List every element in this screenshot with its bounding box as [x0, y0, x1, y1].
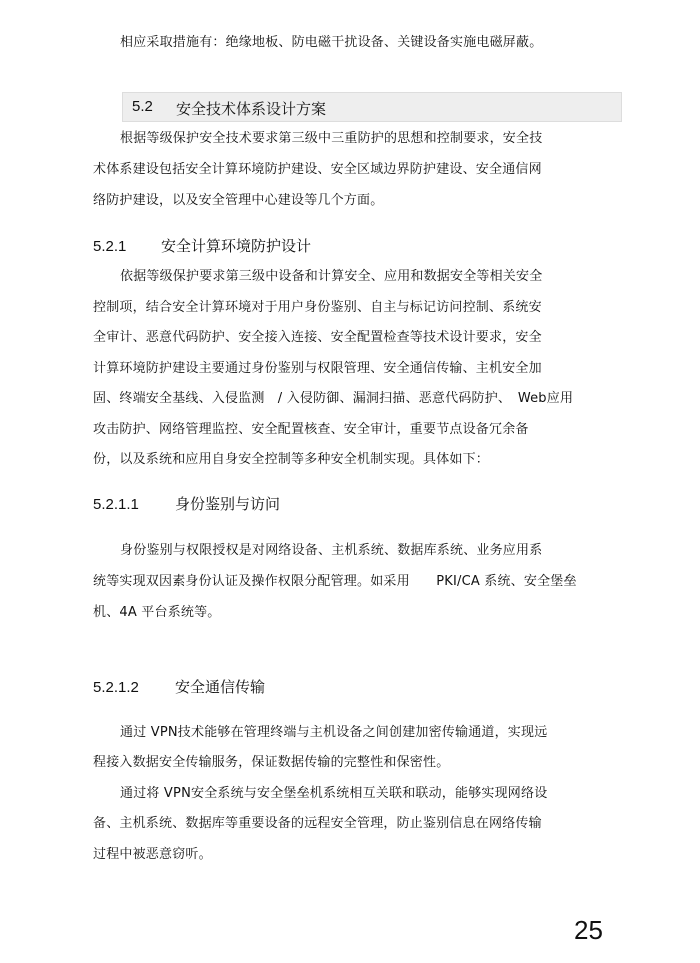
paragraph-line: 计算环境防护建设主要通过身份鉴别与权限管理、安全通信传输、主机安全加 [93, 361, 542, 376]
section-heading-5-2-1 [93, 236, 312, 257]
paragraph-line: 份，以及系统和应用自身安全控制等多种安全机制实现。具体如下： [93, 452, 490, 467]
paragraph-line: 控制项，结合安全计算环境对于用户身份鉴别、自主与标记访问控制、系统安 [93, 300, 542, 315]
paragraph-line: 程接入数据安全传输服务，保证数据传输的完整性和保密性。 [93, 755, 450, 770]
paragraph-line: 全审计、恶意代码防护、安全接入连接、安全配置检查等技术设计要求，安全 [93, 330, 542, 345]
paragraph-line: 络防护建设，以及安全管理中心建设等几个方面。 [93, 193, 384, 208]
section-number: 5.2 [132, 98, 153, 115]
section-heading-5-2 [122, 92, 622, 122]
paragraph-line: 攻击防护、网络管理监控、安全配置核查、安全审计，重要节点设备冗余备 [93, 422, 529, 437]
paragraph-line: 备、主机系统、数据库等重要设备的远程安全管理，防止鉴别信息在网络传输 [93, 816, 542, 831]
paragraph-line: 相应采取措施有：绝缘地板、防电磁干扰设备、关键设备实施电磁屏蔽。 [120, 35, 543, 50]
paragraph-line: 术体系建设包括安全计算环境防护建设、安全区域边界防护建设、安全通信网 [93, 162, 542, 177]
paragraph-line: 固、终端安全基线、入侵监测 / 入侵防御、漏洞扫描、恶意代码防护、 Web应用 [93, 391, 574, 406]
section-title: 安全通信传输 [175, 678, 266, 696]
section-title: 安全技术体系设计方案 [176, 100, 327, 118]
paragraph-line: 机、4A 平台系统等。 [93, 605, 221, 620]
section-number: 5.2.1.1 [93, 496, 139, 513]
paragraph-line: 过程中被恶意窃听。 [93, 847, 212, 862]
section-heading-5-2-1-1 [93, 494, 281, 515]
paragraph-line: 依据等级保护要求第三级中设备和计算安全、应用和数据安全等相关安全 [120, 269, 543, 284]
page-number: 25 [574, 915, 603, 945]
section-number: 5.2.1.2 [93, 679, 139, 696]
paragraph-line: 身份鉴别与权限授权是对网络设备、主机系统、数据库系统、业务应用系 [120, 543, 543, 558]
paragraph-line: 统等实现双因素身份认证及操作权限分配管理。如采用 PKI/CA 系统、安全堡垒 [93, 574, 577, 589]
section-title: 身份鉴别与访问 [175, 495, 281, 513]
paragraph-line: 通过将 VPN安全系统与安全堡垒机系统相互关联和联动，能够实现网络设 [120, 786, 548, 801]
section-title: 安全计算环境防护设计 [161, 237, 312, 255]
paragraph-line: 通过 VPN技术能够在管理终端与主机设备之间创建加密传输通道，实现远 [120, 725, 548, 740]
section-number: 5.2.1 [93, 238, 127, 255]
paragraph-line: 根据等级保护安全技术要求第三级中三重防护的思想和控制要求，安全技 [120, 131, 543, 146]
section-heading-5-2-1-2 [93, 677, 266, 698]
